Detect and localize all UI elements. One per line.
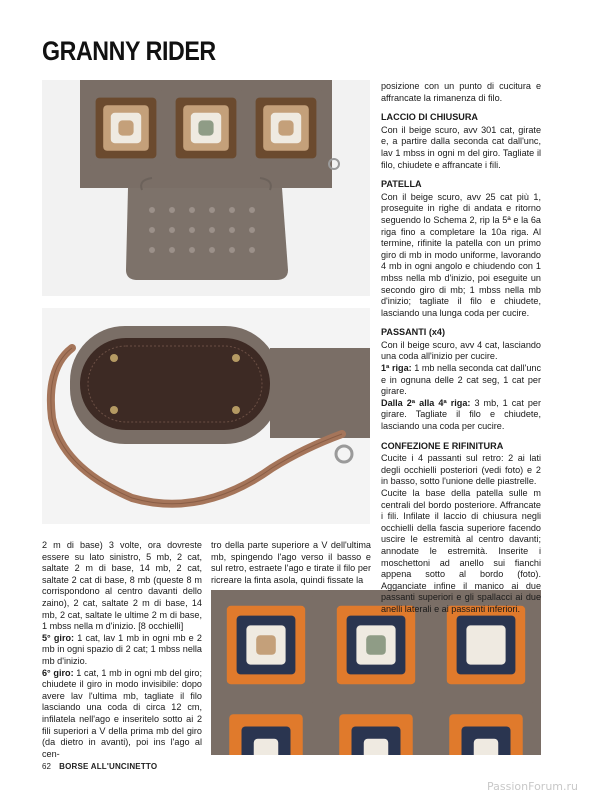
granny-square-ring: [364, 739, 389, 755]
col-b-para-0: tro della parte superiore a V dell'ultima mb, spingendo l'ago verso il basso e sul retro, estraete l'ago e tirate il filo per ricreare la finta asola, quindi fissate la: [211, 540, 371, 585]
section-paragraph: Dalla 2ª alla 4ª riga: 3 mb, 1 cat per girare. Tagliate il filo e chiudete, lasciando una coda per cucire.: [381, 397, 541, 432]
granny-square-ring: [476, 635, 496, 655]
bag-front-photo: [42, 80, 370, 296]
section-heading-confezione: CONFEZIONE E RIFINITURA: [381, 440, 504, 451]
page-number: 62: [42, 762, 51, 771]
page-title: GRANNY RIDER: [42, 36, 216, 66]
column-a: [42, 540, 202, 760]
granny-square-ring: [198, 120, 213, 135]
section-heading-passanti: PASSANTI (x4): [381, 327, 446, 338]
section-paragraph: Cucite la base della patella sulle m centrali del bordo posteriore. Affrancate i fili. Infilate il laccio di chiusura negli occhielli della fascia superiore facendo uscire le estremità al centro davanti; annodate le estremità. Inserite i moschettoni ad anello sui fianchi appena sotto al bordo (foto). Agganciate infine il manico ai due passanti superiori e gli spallacci ai due anelli laterali e ai passanti inferiori.: [381, 488, 541, 614]
granny-square-ring: [118, 120, 133, 135]
watermark: PassionForum.ru: [487, 780, 578, 793]
publication-name: BORSE ALL'UNCINETTO: [59, 762, 158, 771]
granny-square-ring: [256, 635, 276, 655]
bag-base-photo: [42, 308, 370, 524]
section-paragraph: Con il beige scuro, avv 25 cat più 1, proseguite in righe di andata e ritorno seguendo lo Schema 2, rip la 5ª e la 6a riga fino a completare la 10a riga. Al termine, rifinite la patella con un primo giro di mb in modo uniforme, lavorando 4 mb in ogni angolo e chiudendo con 1 mbss nella mb d'inizio, poi eseguite un secondo giro di mb; 1 mbss nella mb d'inizio; tagliate il filo e chiudete, lasciando una lunga coda per cucire.: [381, 191, 541, 318]
granny-square-ring: [366, 635, 386, 655]
section-heading-laccio: LACCIO DI CHIUSURA: [381, 112, 478, 123]
section-heading-patella: PATELLA: [381, 179, 422, 190]
col-a-para-0: 2 m di base) 3 volte, ora dovreste essere su lato sinistro, 5 mb, 2 cat, saltate 2 m di base, 14 mb, 2 cat, saltate 2 cat di base, 8 mb (queste 8 m corrispondono al centro davanti dello zaino), 2 cat, saltate 2 m di base, 14 mb, 2 cat, saltate le ultime 2 m di base, 1 mbss nella m d'inizio. [8 occhielli]: [42, 540, 202, 632]
col-a-para-1: 5° giro: 1 cat, lav 1 mb in ogni mb e 2 mb in ogni spazio di 2 cat; 1 mbss nella mb d'inizio.: [42, 632, 202, 666]
section-paragraph: Cucite i 4 passanti sul retro: 2 ai lati degli occhielli posteriori (vedi foto) e 2 in basso, sotto l'unione delle piastrelle.: [381, 453, 541, 487]
column-b: [211, 540, 371, 586]
column-right: [381, 81, 541, 616]
right-intro: posizione con un punto di cucitura e affrancate la rimanenza di filo.: [381, 81, 541, 103]
col-a-para-2: 6° giro: 1 cat, 1 mb in ogni mb del giro; chiudete il giro in modo invisibile: dopo avere lav l'ultima mb, tagliate il filo lasciando una coda di circa 12 cm, infilatela nell'ago e inseritelo sotto ai 2 fili superiori a V della prima mb del giro (da dietro in avanti), poi ins l'ago al cen-: [42, 667, 202, 759]
granny-square-ring: [474, 739, 499, 755]
section-paragraph: 1ª riga: 1 mb nella seconda cat dall'unc e in ognuna delle 2 cat seg, 1 cat per girare.: [381, 363, 541, 397]
section-paragraph: Con il beige scuro, avv 4 cat, lasciando una coda all'inizio per cucire.: [381, 339, 541, 362]
granny-square-ring: [254, 739, 279, 755]
page-footer: [42, 762, 157, 771]
section-paragraph: Con il beige scuro, avv 301 cat, girate e, a partire dalla seconda cat dall'unc, lav 1 mbss in ogni m del giro. Tagliate il filo, chiudete e affrancate i fili.: [381, 124, 541, 170]
granny-square-ring: [278, 120, 293, 135]
